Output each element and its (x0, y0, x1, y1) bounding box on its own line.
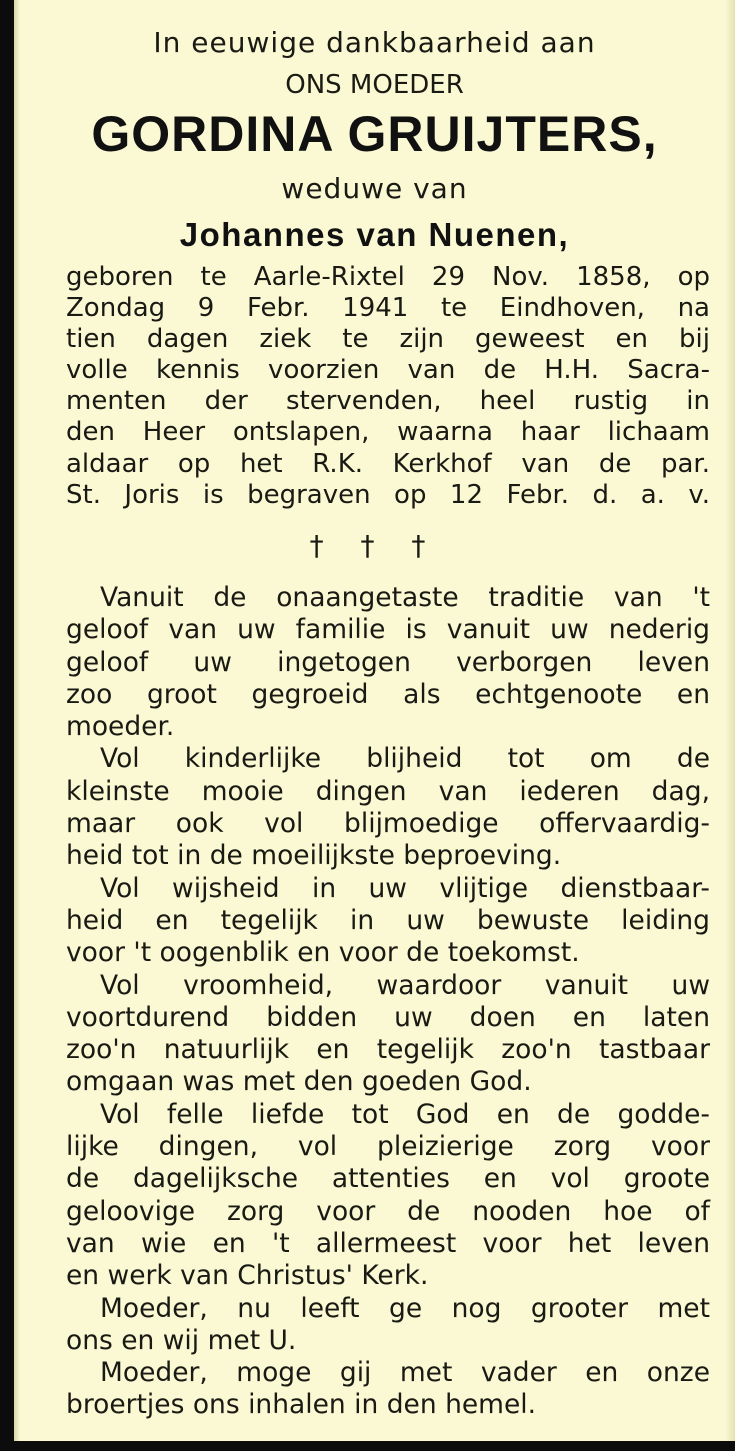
ons-moeder-line: ONS MOEDER (285, 70, 464, 100)
bio-line: menten der stervenden, heel rustig in (66, 386, 710, 417)
tribute-line: maar ook vol blijmoedige offervaardig- (66, 808, 710, 840)
tribute-line: lijke dingen, vol pleizierige zorg voor (66, 1131, 710, 1163)
bio-line: aldaar op het R.K. Kerkhof van de par. (66, 448, 710, 479)
tribute-line: zoo groot gegroeid als echtgenoote en (66, 678, 710, 710)
bio-line: geboren te Aarle-Rixtel 29 Nov. 1858, op (66, 262, 710, 292)
deceased-name: GORDINA GRUIJTERS, (91, 106, 658, 162)
tribute-line: broertjes ons inhalen in den hemel. (66, 1389, 537, 1421)
tribute-line: Vol wijsheid in uw vlijtige dienstbaar- (100, 872, 710, 904)
bio-line: den Heer ontslapen, waarna haar lichaam (66, 417, 710, 448)
tribute-line: geloovige zorg voor de nooden hoe of (66, 1195, 710, 1227)
tribute-line: kleinste mooie dingen van iederen dag, (66, 775, 710, 807)
crosses-divider: † † † (309, 529, 440, 562)
tribute-line: en werk van Christus' Kerk. (66, 1260, 429, 1292)
tribute-line: Vol felle liefde tot God en de godde- (100, 1098, 710, 1130)
tribute-line: Vol kinderlijke blijheid tot om de (100, 743, 710, 775)
tribute-line: geloof van uw familie is vanuit uw nederig (66, 614, 710, 646)
tribute-line: moeder. (66, 711, 175, 743)
tribute-text (66, 582, 710, 1422)
tribute-line: omgaan was met den goeden God. (66, 1066, 532, 1098)
tribute-line: zoo'n natuurlijk en tegelijk zoo'n tastbaar (66, 1034, 710, 1066)
tribute-line: de dagelijksche attenties en vol groote (66, 1163, 710, 1195)
tribute-line: Vanuit de onaangetaste traditie van 't (100, 582, 710, 613)
dedication-line: In eeuwige dankbaarheid aan (153, 26, 596, 59)
widow-of-line: weduwe van (281, 172, 468, 205)
memorial-card (14, 0, 735, 1441)
tribute-line: voor 't oogenblik en voor de toekomst. (66, 937, 580, 969)
tribute-line: Moeder, moge gij met vader en onze (100, 1357, 710, 1389)
tribute-line: geloof uw ingetogen verborgen leven (66, 646, 710, 678)
tribute-line: Moeder, nu leeft ge nog grooter met (100, 1292, 710, 1324)
tribute-line: ons en wij met U. (66, 1324, 297, 1356)
tribute-line: van wie en 't allermeest voor het leven (66, 1227, 710, 1259)
tribute-line: heid en tegelijk in uw bewuste leiding (66, 904, 710, 936)
bio-line: tien dagen ziek te zijn geweest en bij (66, 324, 710, 355)
tribute-line: voortdurend bidden uw doen en laten (66, 1001, 710, 1033)
biography-paragraph (66, 262, 710, 511)
bio-line: St. Joris is begraven op 12 Febr. d. a. v. (66, 479, 710, 510)
tribute-line: heid tot in de moeilijkste beproeving. (66, 840, 562, 872)
tribute-line: Vol vroomheid, waardoor vanuit uw (100, 969, 710, 1001)
bio-line: volle kennis voorzien van de H.H. Sacra- (66, 355, 710, 386)
bio-line: Zondag 9 Febr. 1941 te Eindhoven, na (66, 293, 710, 324)
husband-name: Johannes van Nuenen, (179, 216, 570, 253)
